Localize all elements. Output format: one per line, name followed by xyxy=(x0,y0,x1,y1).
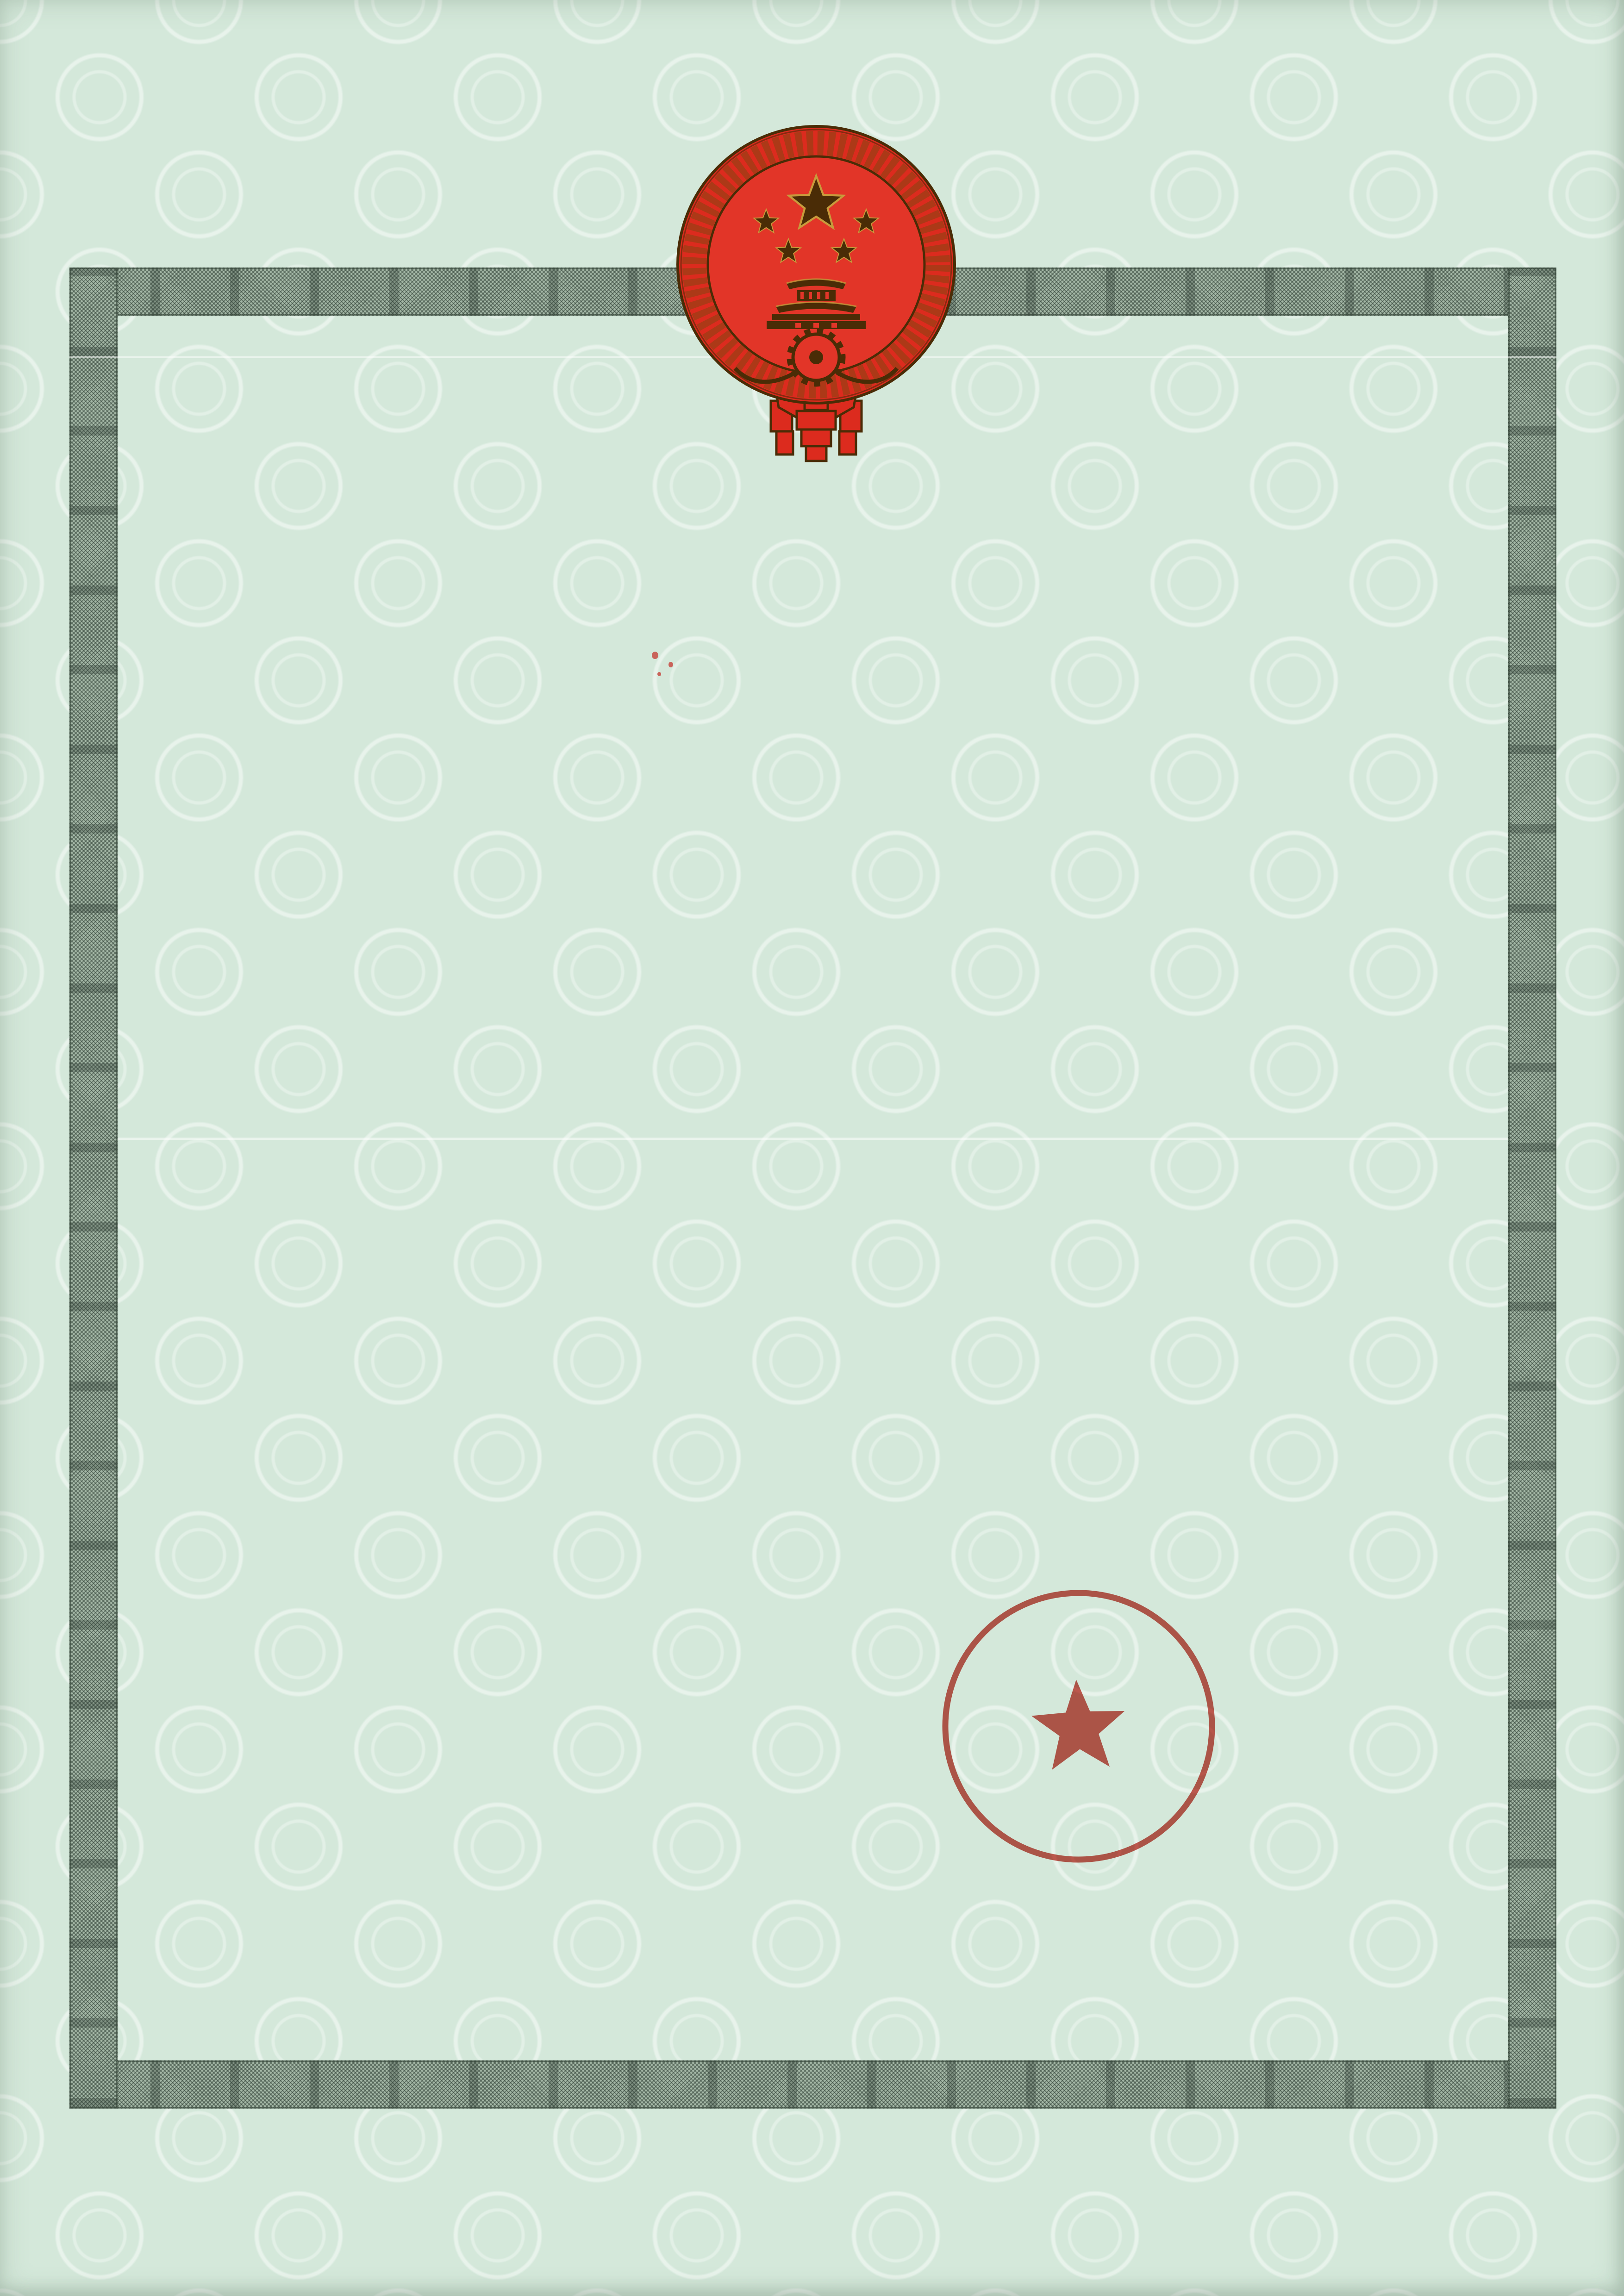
fold-line xyxy=(118,1138,1508,1140)
ink-speckle xyxy=(652,652,658,659)
field-row-credit-code xyxy=(312,1079,1497,1121)
star-icon xyxy=(1030,1677,1127,1771)
border-band-right xyxy=(1508,268,1556,2109)
national-emblem-graphic xyxy=(656,120,976,477)
border-band-bottom xyxy=(69,2060,1556,2109)
field-row-legal-rep xyxy=(312,1238,1497,1281)
field-row-unit-name xyxy=(312,985,1497,1027)
ink-speckle xyxy=(668,662,673,667)
field-row-address xyxy=(312,1174,1497,1216)
issuer-label-row xyxy=(667,1648,899,1694)
field-row-valid-until xyxy=(312,1499,1497,1541)
ink-speckle xyxy=(657,672,661,676)
border-band-left xyxy=(69,268,118,2109)
field-row-scope xyxy=(312,1405,1497,1447)
official-seal-graphic xyxy=(923,1571,1235,1882)
field-row-cert-no xyxy=(312,1325,1497,1368)
issue-date-label-row xyxy=(667,1782,899,1828)
